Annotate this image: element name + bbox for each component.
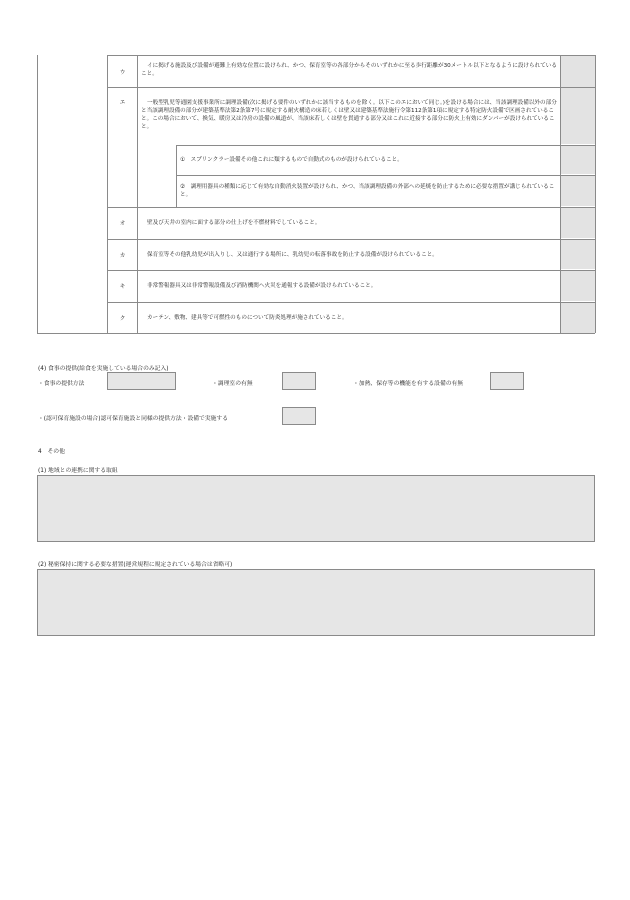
check-cell-e-1[interactable] [561,146,595,174]
row-separator [107,270,595,271]
other-heading: 4 その他 [38,449,65,455]
subitem-text-e-2: ② 調理用器具の種類に応じて有効な自動消火装置が設けられ、かつ、当該調理設備の外部への延焼を防止するために必要な措置が講じられていること。 [180,184,555,198]
community-label: (1) 地域との連携に関する取組 [38,468,118,474]
subitem-left-border [176,145,177,207]
row-separator [176,175,595,176]
confidentiality-textarea[interactable] [37,569,595,636]
check-cell-o[interactable] [561,208,595,238]
check-cell-ka[interactable] [561,240,595,269]
row-text-ku: カーテン、敷物、建具等で可燃性のものについて防炎処理が施されていること。 [147,315,348,321]
table-bottom-border [37,333,595,334]
meal-heading: (4) 食事の提供(給食を実施している場合のみ記入) [38,366,169,372]
row-separator [107,302,595,303]
licensed-facility-label: ・(認可保育施設の場合)認可保育施設と同様の提供方法・設備で実施する [38,416,229,422]
check-cell-ku[interactable] [561,303,595,333]
check-cell-u[interactable] [561,56,595,87]
row-text-e: 一般型乳児等通園支援事業所に調理設備(次に掲げる要件のいずれかに該当するものを除く。以下このエにおいて同じ。)を設ける場合には、当該調理設備以外の部分と当該調理設備の部分が建築基準法第2条第7号に規定する耐火構造の床若しくは壁又は建築基準法施行令第112条第1項に規定する特定防火設備で区画されていること。この場合において、換気、暖房又は冷房の設備の風道が、当該床若しくは壁を貫通する部分又はこれに近接する部分に防火上有効にダンパーが設けられていること。 [141,100,557,130]
label-column-left-border [107,55,108,333]
check-cell-ki[interactable] [561,271,595,301]
meal-method-label: ・食事の提供方法 [38,381,85,387]
row-text-ki: 非常警報器具又は非常警報設備及び消防機関へ火災を通報する設備が設けられていること。 [147,283,377,289]
kitchen-label: ・調理室の有無 [212,381,253,387]
row-label-e: エ [119,100,126,106]
check-column-left-border [560,55,561,333]
check-cell-e-2[interactable] [561,176,595,206]
row-label-ki: キ [119,284,126,290]
row-separator [107,239,595,240]
row-label-o: オ [119,221,126,227]
row-separator [107,207,595,208]
row-text-u: イに掲げる施設及び設備が避難上有効な位置に設けられ、かつ、保育室等の各部分からそのいずれかに至る歩行距離が30メートル以下となるように設けられていること。 [141,63,557,77]
row-label-ku: ク [119,316,126,322]
subitem-text-e-1: ① スプリンクラー設備その他これに類するもので自動式のものが設けられていること。 [180,157,403,163]
facility-table [0,0,630,340]
table-left-border [37,55,38,333]
row-separator [176,145,595,146]
licensed-facility-field[interactable] [282,407,316,425]
label-column-right-border [137,55,138,333]
confidentiality-label: (2) 秘密保持に関する必要な措置(運営規程に規定されている場合は省略可) [38,562,233,568]
row-text-o: 壁及び天井の室内に面する部分の仕上げを不燃材料でしていること。 [147,220,321,226]
meal-method-field[interactable] [107,372,176,390]
row-label-u: ウ [119,70,126,76]
check-cell-e-main[interactable] [561,88,595,144]
table-right-border [595,55,596,333]
heating-equipment-field[interactable] [490,372,524,390]
row-label-ka: カ [119,253,126,259]
community-textarea[interactable] [37,475,595,542]
kitchen-field[interactable] [282,372,316,390]
table-top-border [107,55,595,56]
row-separator [107,87,595,88]
heating-equipment-label: ・加熱、保存等の機能を有する設備の有無 [353,381,464,387]
row-text-ka: 保育室等その他乳幼児が出入りし、又は通行する場所に、乳幼児の転落事故を防止する設備が設けられていること。 [147,252,438,258]
